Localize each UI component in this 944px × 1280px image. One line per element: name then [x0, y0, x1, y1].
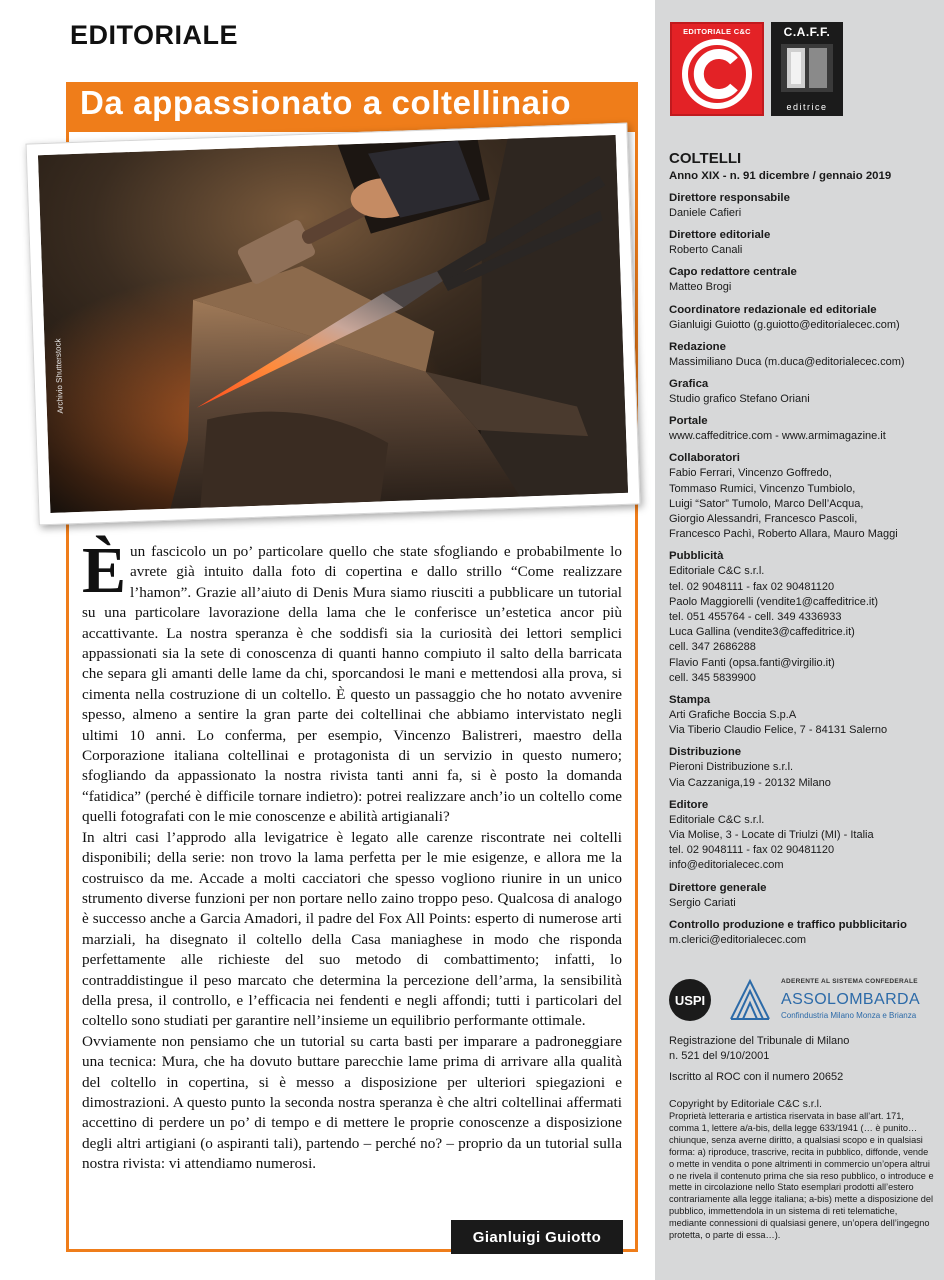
colophon-block [669, 918, 937, 948]
colophon-line: Roberto Canali [669, 244, 743, 257]
article-body [82, 534, 622, 1175]
roc-line: Iscritto al ROC con il numero 20652 [669, 1071, 844, 1084]
article-paragraph: In altri casi l’approdo alla levigatrice è legato alle carenze riscontrate nei coltelli disponibili; della serie: non trovo la lama perfetta per le mie esigenze, e allora me la costruisco da me. Accade a molti cacciatori che spesso vogliono riunire in un unico strumento diverse funzioni per non portare nello zaino troppo peso. Qualcosa di analogo è successo anche a Garcia Amadori, il padre del Fox All Points: esperto di numerose arti marziali, ha disegnato il coltello della Casa maniaghese in modo che risponda perfettamente alle richieste del suo metodo di combattimento; infatti, lo contraddistingue il peso marcato che determina la percezione dell’arma, la sensibilità della presa, il controllo, e l’efficacia nei fendenti e negli affondi; tutti i particolari del coltello sono studiati per garantire nell’insieme un equilibrio performante ottimale. [82, 828, 622, 1030]
colophon-block [669, 881, 937, 911]
colophon-line: Paolo Maggiorelli (vendite1@caffeditrice.it) [669, 595, 879, 608]
colophon-heading: Portale [669, 415, 708, 428]
article-paragraph: Ovviamente non pensiamo che un tutorial su carta basti per imparare a padroneggiare una tecnica: Mura, che ha dovuto buttare parecchie lame prima di arrivare alla qualità del coltello in copertina, si è messo a disposizione per ulteriori spiegazioni e dimostrazioni. A questo punto la seconda nostra speranza è che altri coltellinai affermati accettino di perdere un po’ di tempo e di mettere le proprie conoscenze a disposizione degli altri artigiani (o aspiranti tali), partendo – perché no? – proprio da un tutorial sulla nostra rivista: vi attendiamo numerosi. [82, 1032, 622, 1173]
colophon-line: tel. 051 455764 - cell. 349 4336933 [669, 611, 842, 624]
article-paragraph: È un fascicolo un po’ particolare quello che state sfogliando e probabilmente lo avrete già intuito dalla foto di copertina e dallo strillo “Come realizzare l’hamon”. Grazie all’aiuto di Denis Mura siamo riusciti a pubblicare un tutorial su una particolare lavorazione della lama che le conferisce un’estetica ancor più accattivante. La nostra speranza è che soddisfi sia la curiosità dei lettori semplici appassionati sia la sete di conoscenza di quanti hanno compiuto il salto della barricata che separa gli amanti delle lame da chi, sporcandosi le mani e mettendosi alla prova, si cimenta nella costruzione di un coltello. È questo un passaggio che ho notato avvenire spesso, almeno a sentire la gran parte dei coltellinai che abbiamo intervistato negli ultimi 10 anni. Lo conferma, per esempio, Vincenzo Balistreri, maestro della Corporazione italiana coltellinai e protagonista di un servizio in questo numero; sfogliando da appassionato la nostra rivista tanti anni fa, si è posto la domanda “fatidica” (perché è difficile tornare indietro): potrei realizzare anch’io un coltello come quelli fotografati con le mie conoscenze e abilità artigianali? [82, 534, 622, 826]
colophon-heading: Direttore responsabile [669, 192, 790, 204]
colophon-line: Arti Grafiche Boccia S.p.A [669, 709, 797, 722]
copyright-head: Copyright by Editoriale C&C s.r.l. [669, 1098, 822, 1110]
colophon-line: cell. 347 2686288 [669, 641, 756, 654]
colophon-block [669, 549, 937, 686]
section-label: EDITORIALE [70, 20, 239, 50]
colophon-line: Matteo Brogi [669, 281, 732, 294]
colophon [669, 150, 937, 955]
caff-editrice-logo: C.A.F.F. editrice [771, 22, 843, 116]
colophon-line: Gianluigi Guiotto (g.guiotto@editorialecec.com) [669, 318, 900, 331]
colophon-line: Fabio Ferrari, Vincenzo Goffredo, [669, 467, 832, 480]
editoriale-cc-logo: EDITORIALE C&C [670, 22, 764, 116]
colophon-line: Giorgio Alessandri, Francesco Pascoli, [669, 513, 858, 526]
colophon-block [669, 340, 937, 370]
registry-line: Registrazione del Tribunale di Milano [669, 1035, 850, 1047]
colophon-line: Daniele Cafieri [669, 207, 742, 219]
colophon-heading: Capo redattore centrale [669, 266, 797, 279]
colophon-heading: Distribuzione [669, 746, 742, 759]
assolombarda-name: ASSOLOMBARDA [781, 991, 921, 1008]
cc-logo-icon [682, 39, 752, 109]
assolombarda-icon [727, 977, 773, 1023]
magazine-name: COLTELLI [669, 150, 742, 167]
colophon-line: www.caffeditrice.com - www.armimagazine.it [669, 430, 886, 443]
colophon-block [669, 414, 937, 444]
colophon-block [669, 303, 937, 333]
colophon-line: Francesco Pachì, Roberto Allara, Mauro Maggi [669, 528, 898, 541]
colophon-line: Via Molise, 3 - Locate di Triulzi (MI) - Italia [669, 829, 874, 842]
colophon-block [669, 228, 937, 258]
colophon-line: info@editorialecec.com [669, 859, 784, 872]
colophon-line: Pieroni Distribuzione s.r.l. [669, 761, 794, 774]
colophon-heading: Collaboratori [669, 452, 740, 465]
forge-photo [26, 123, 641, 526]
colophon-line: Massimiliano Duca (m.duca@editorialecec.com) [669, 355, 905, 368]
colophon-heading: Pubblicità [669, 550, 724, 563]
copyright-notice [669, 1098, 935, 1242]
colophon-line: cell. 345 5839900 [669, 671, 756, 684]
copyright-body: Proprietà letteraria e artistica riservata in base all’art. 171, comma 1, lettere a/a-bis, della legge 633/1941 (… è punito… chiunque, senza averne diritto, a qualsiasi scopo e in qualsiasi forma: a) riproduce, trascrive, recita in pubblico, diffonde, vende o mette in vendita o pone altrimenti in commercio un’opera altrui o ne rivela il contenuto prima che sia reso pubblico, o introduce e mette in circolazione nello Stato esemplari prodotti all’estero contrariamente alla legge italiana; a-bis) mette a disposizione del pubblico, immettendola in un sistema di reti telematiche, mediante connessioni di qualsiasi genere, un’opera dell’ingegno protetta, o parte di essa…). [669, 1111, 934, 1241]
assolombarda-subtitle: Confindustria Milano Monza e Brianza [781, 1011, 917, 1020]
colophon-line: Via Cazzaniga,19 - 20132 Milano [669, 776, 831, 789]
uspi-logo: USPI [669, 979, 711, 1021]
colophon-heading: Coordinatore redazionale ed editoriale [669, 303, 877, 316]
registry-info [669, 1034, 937, 1086]
assolombarda-caption: ADERENTE AL SISTEMA CONFEDERALE [781, 978, 918, 985]
colophon-line: tel. 02 9048111 - fax 02 90481120 [669, 580, 835, 593]
colophon-line: Luigi “Sator” Tumolo, Marco Dell’Acqua, [669, 497, 864, 510]
colophon-heading: Editore [669, 798, 709, 811]
colophon-block [669, 377, 937, 407]
colophon-heading: Direttore generale [669, 881, 767, 894]
colophon-line: Via Tiberio Claudio Felice, 7 - 84131 Salerno [669, 724, 888, 737]
colophon-line: Editoriale C&C s.r.l. [669, 813, 765, 826]
colophon-line: tel. 02 9048111 - fax 02 90481120 [669, 844, 835, 857]
issue-info: Anno XIX - n. 91 dicembre / gennaio 2019 [669, 170, 892, 182]
colophon-heading: Grafica [669, 378, 709, 391]
colophon-heading: Controllo produzione e traffico pubblicitario [669, 918, 907, 931]
colophon-line: Tommaso Rumici, Vincenzo Tumbiolo, [669, 482, 856, 495]
colophon-heading: Direttore editoriale [669, 229, 771, 242]
colophon-line: Sergio Cariati [669, 896, 736, 909]
colophon-line: m.clerici@editorialecec.com [669, 933, 807, 946]
colophon-line: Studio grafico Stefano Oriani [669, 393, 810, 406]
colophon-heading: Stampa [669, 694, 711, 707]
colophon-block [669, 191, 937, 221]
colophon-line: Flavio Fanti (opsa.fanti@virgilio.it) [669, 656, 835, 669]
colophon-line: Editoriale C&C s.r.l. [669, 565, 765, 578]
colophon-block [669, 693, 937, 738]
colophon-block [669, 798, 937, 874]
associations [669, 975, 937, 1027]
colophon-block [669, 745, 937, 790]
drop-cap: È [82, 534, 127, 607]
colophon-block [669, 451, 937, 542]
author-signature: Gianluigi Guiotto [451, 1220, 623, 1254]
blacksmith-forging-image [38, 135, 628, 513]
colophon-block [669, 265, 937, 295]
photo-credit: Archivio Shutterstock [53, 338, 65, 414]
caff-logo-icon [775, 42, 839, 94]
colophon-line: Luca Gallina (vendite3@caffeditrice.it) [669, 626, 855, 639]
registry-line: n. 521 del 9/10/2001 [669, 1050, 770, 1063]
colophon-heading: Redazione [669, 340, 726, 353]
article-title: Da appassionato a coltellinaio [80, 84, 572, 121]
